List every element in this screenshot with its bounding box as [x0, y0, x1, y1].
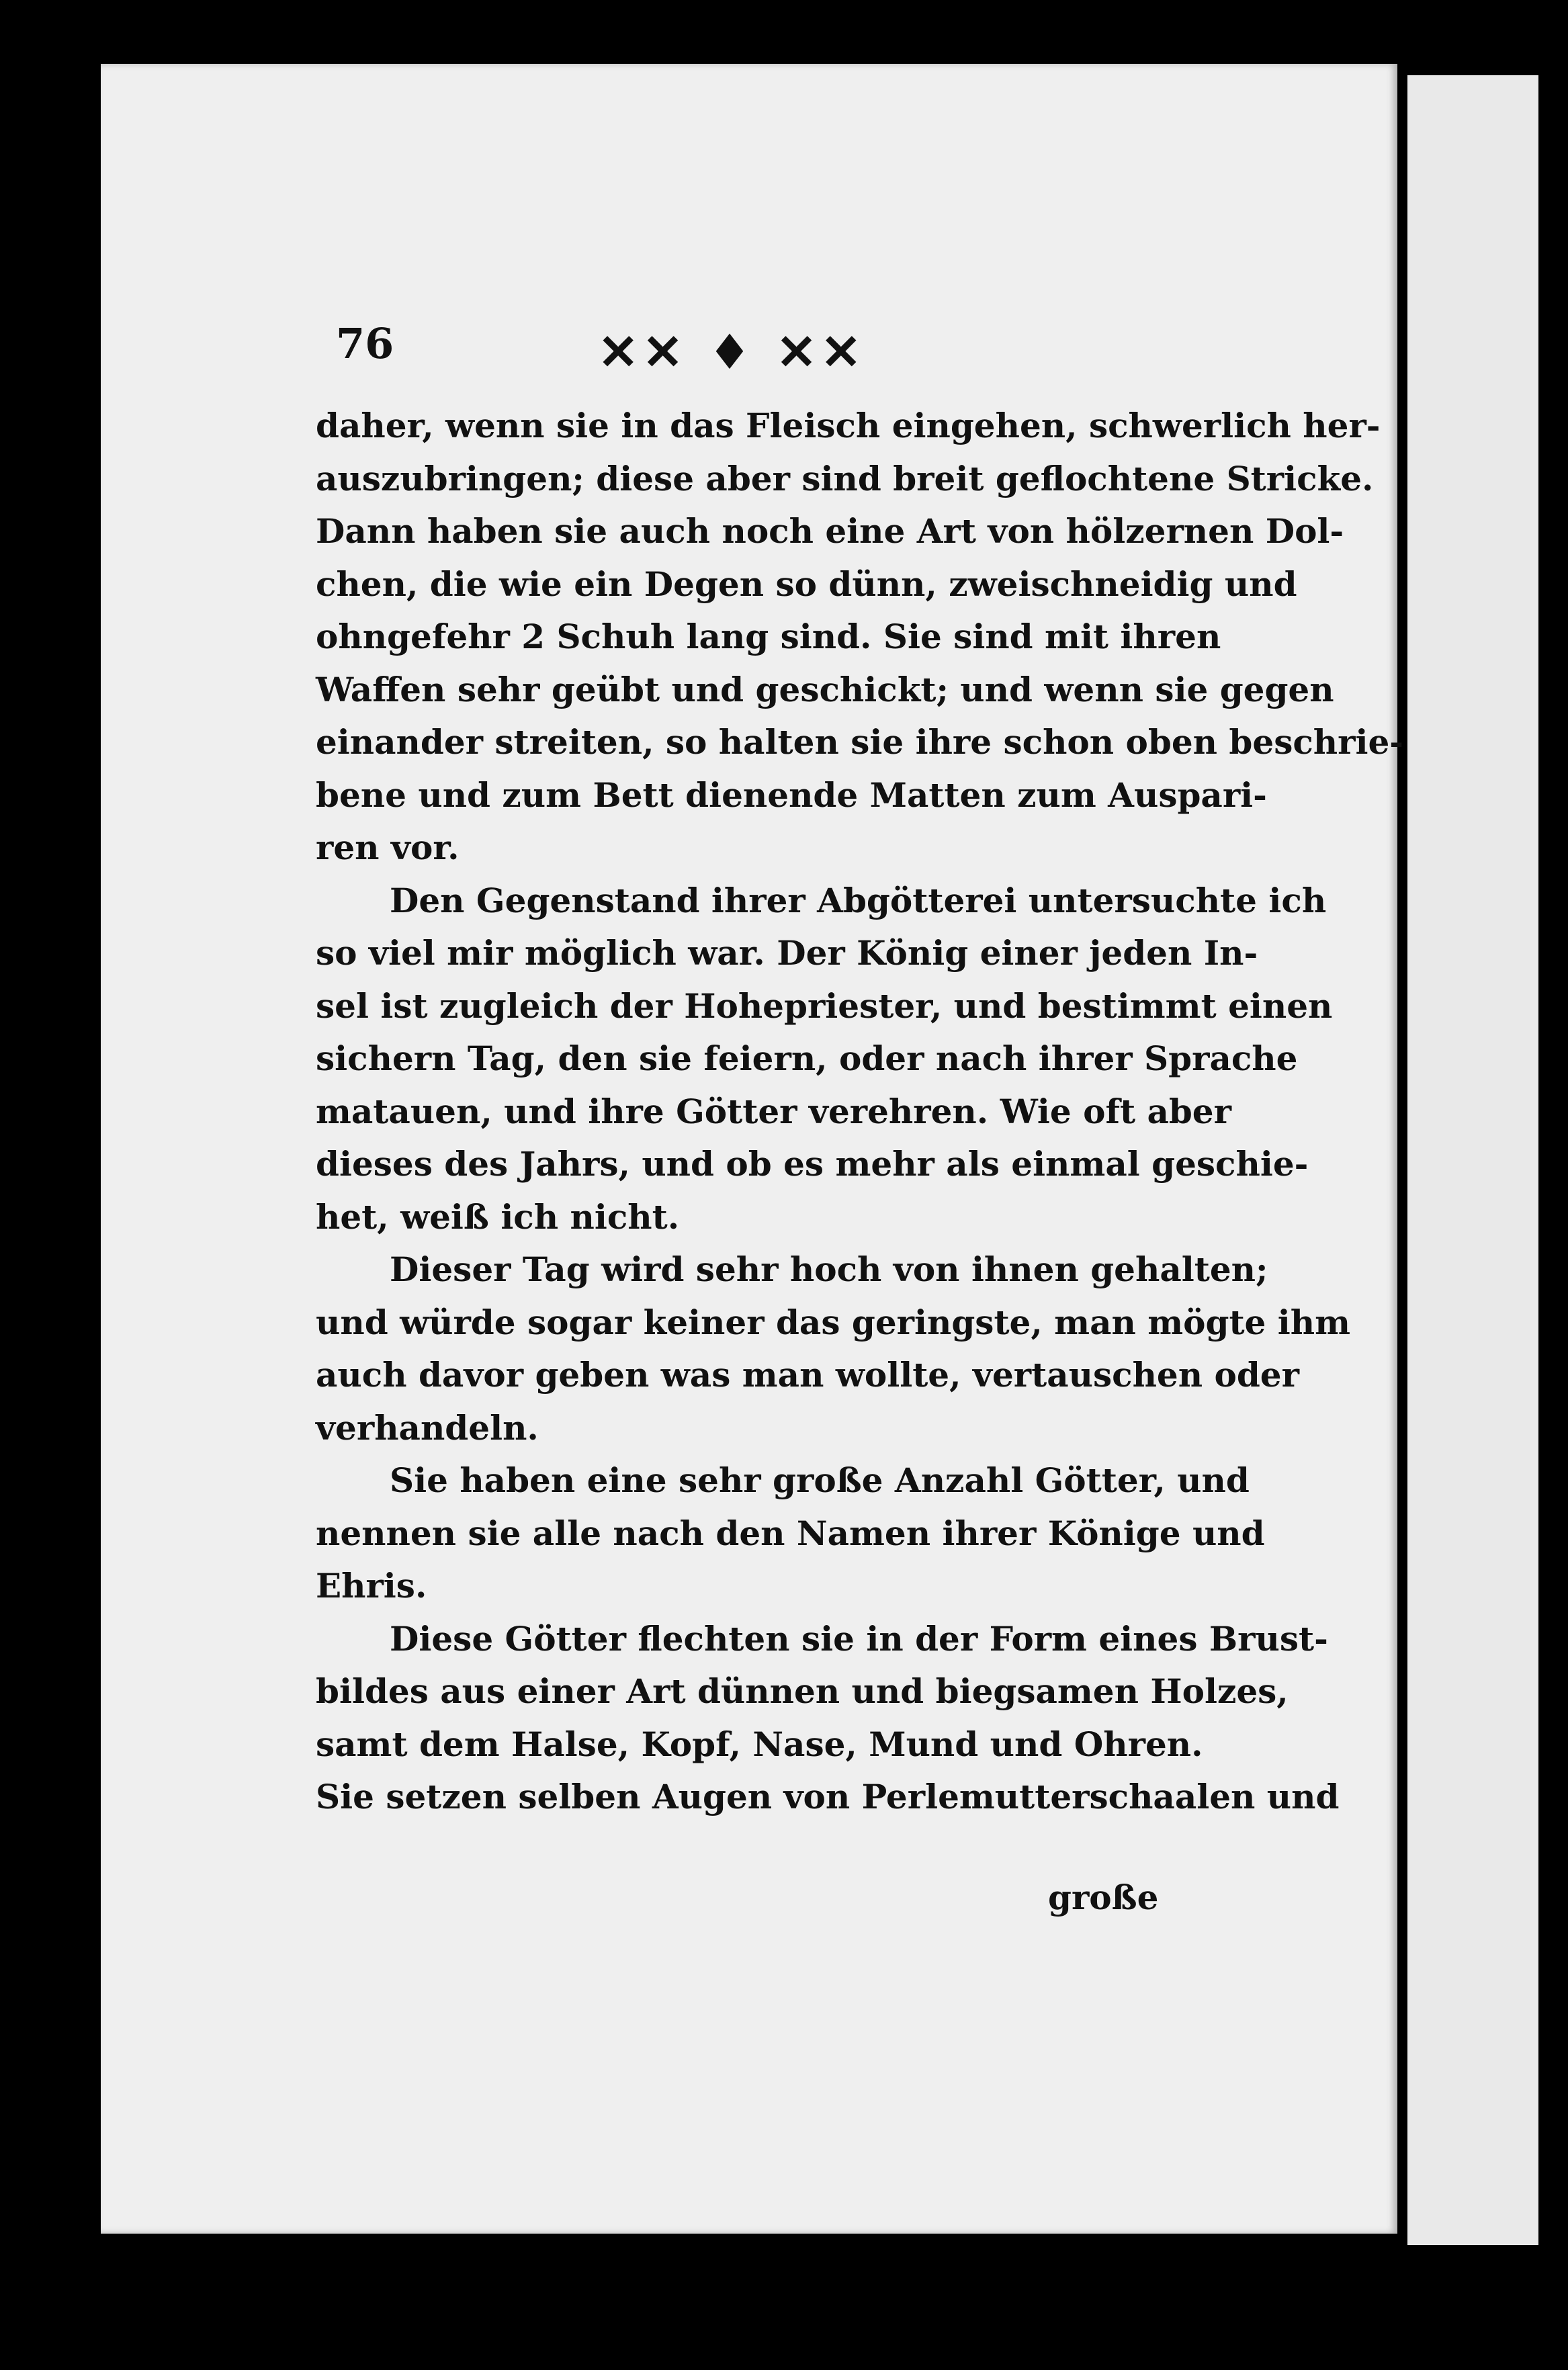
- text-line: Den Gegenstand ihrer Abgötterei untersuchte ich: [390, 880, 1327, 920]
- text-line: Sie setzen selben Augen von Perlemutterschaalen und: [316, 1777, 1340, 1816]
- text-line: het, weiß ich nicht.: [316, 1196, 680, 1237]
- text-line: matauen, und ihre Götter verehren. Wie oft aber: [316, 1091, 1231, 1131]
- text-line: sel ist zugleich der Hohepriester, und bestimmt einen: [316, 985, 1333, 1026]
- book-page-right-edge: [1407, 75, 1538, 2245]
- page-header: [336, 319, 1182, 380]
- text-line: chen, die wie ein Degen so dünn, zweischneidig und: [316, 564, 1297, 604]
- text-line: so viel mir möglich war. Der König einer jeden In-: [316, 933, 1258, 973]
- text-line: sichern Tag, den sie feiern, oder nach ihrer Sprache: [316, 1039, 1298, 1078]
- text-line: verhandeln.: [316, 1407, 539, 1448]
- text-line: ren vor.: [316, 828, 460, 867]
- header-ornament: ✕✕ ♦ ✕✕: [598, 323, 865, 380]
- text-line: Dieser Tag wird sehr hoch von ihnen gehalten;: [390, 1249, 1268, 1289]
- text-line: Ehris.: [316, 1566, 427, 1606]
- text-line: Sie haben eine sehr große Anzahl Götter, und: [390, 1460, 1250, 1500]
- paragraph: [316, 1454, 1265, 1613]
- text-line: und würde sogar keiner das geringste, man mögte ihm: [316, 1302, 1351, 1342]
- text-line: einander streiten, so halten sie ihre schon oben beschrie-: [316, 722, 1404, 762]
- paragraph: [316, 400, 1404, 875]
- text-line: bildes aus einer Art dünnen und biegsamen Holzes,: [316, 1671, 1289, 1711]
- text-line: daher, wenn sie in das Fleisch eingehen, schwerlich her-: [316, 406, 1381, 445]
- text-line: Diese Götter flechten sie in der Form eines Brust-: [390, 1618, 1328, 1659]
- text-line: Waffen sehr geübt und geschickt; und wenn sie gegen: [316, 669, 1334, 709]
- paragraph: [316, 1243, 1351, 1454]
- catchword: große: [1048, 1878, 1159, 1917]
- text-line: bene und zum Bett dienende Matten zum Auspari-: [316, 775, 1267, 815]
- text-line: dieses des Jahrs, und ob es mehr als einmal geschie-: [316, 1144, 1309, 1184]
- text-line: auch davor geben was man wollte, vertauschen oder: [316, 1355, 1299, 1395]
- page-number: 76: [336, 319, 394, 368]
- paragraph: [316, 875, 1333, 1244]
- text-line: auszubringen; diese aber sind breit geflochtene Stricke.: [316, 458, 1374, 498]
- paragraph: [316, 1613, 1340, 1824]
- text-line: Dann haben sie auch noch eine Art von hölzernen Dol-: [316, 511, 1344, 551]
- body-text: [316, 400, 1404, 1824]
- text-line: samt dem Halse, Kopf, Nase, Mund und Ohren.: [316, 1724, 1203, 1764]
- text-line: nennen sie alle nach den Namen ihrer Könige und: [316, 1513, 1265, 1553]
- text-line: ohngefehr 2 Schuh lang sind. Sie sind mit ihren: [316, 617, 1221, 656]
